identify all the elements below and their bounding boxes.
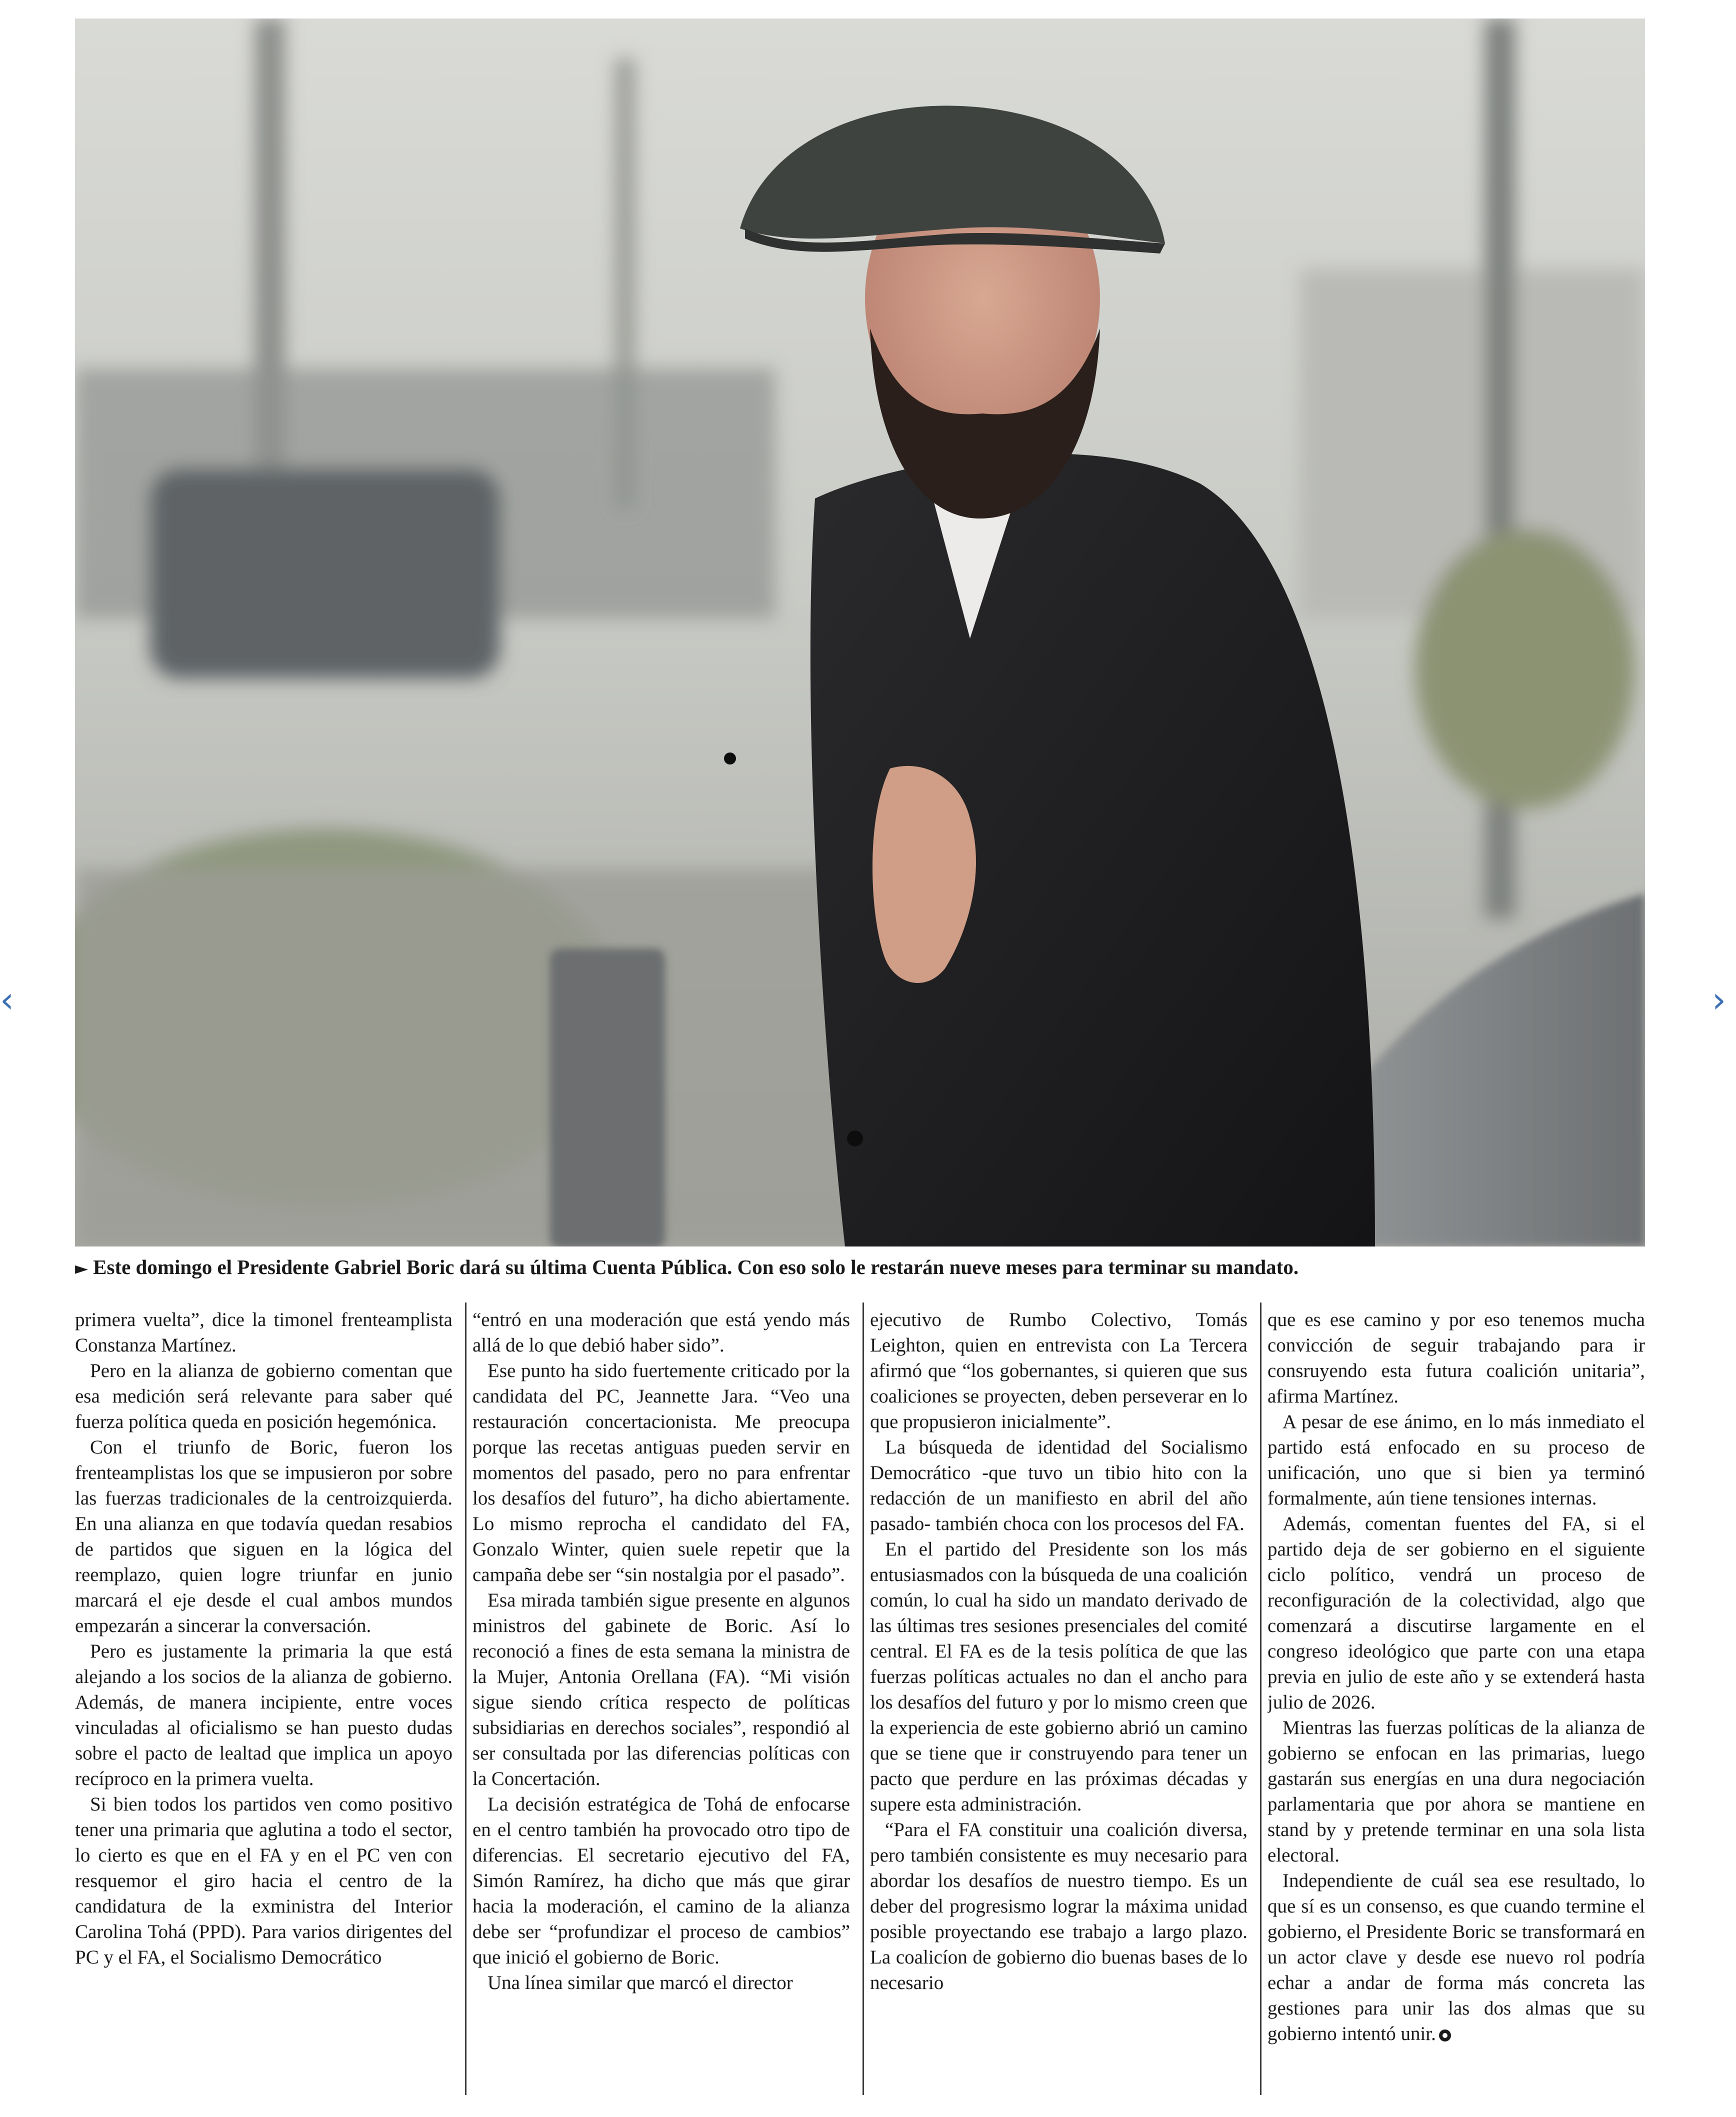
column-1-paragraph-1: primera vuelta”, dice la timonel frenteamplista Constanza Martínez.	[75, 1309, 452, 1356]
column-1-paragraph-5: Si bien todos los partidos ven como positivo tener una primaria que aglutina a todo el sector, lo cierto es que en el FA y en el PC ven con resquemor el giro hacia el centro de la candidatura de la exministra del Interior Carolina Tohá (PPD). Para varios dirigentes del PC y el FA, el Socialismo Democrático	[75, 1794, 452, 1968]
column-1-paragraph-4: Pero es justamente la primaria la que está alejando a los socios de la alianza de gobierno. Además, de manera incipiente, entre voces vinculadas al oficialismo se han puesto dudas sobre el pacto de lealtad que implica un apoyo recíproco en la primera vuelta.	[75, 1640, 452, 1790]
column-3-paragraph-2: La búsqueda de identidad del Socialismo Democrático -que tuvo un tibio hito con la redacción de un manifiesto en abril del año pasado- también choca con los procesos del FA.	[870, 1436, 1248, 1534]
article-column-4	[1268, 1307, 1645, 2097]
column-4-paragraph-5-text: Independiente de cuál sea ese resultado, lo que sí es un consenso, es que cuando termine el gobierno, el Presidente Boric se transformará en un actor clave y desde ese nuevo rol podría echar a andar de forma más concreta las gestiones para unir las dos almas que su gobierno intentó unir.	[1268, 1870, 1645, 2044]
caption-marker-icon: ►	[75, 1258, 88, 1278]
column-4-paragraph-4: Mientras las fuerzas políticas de la alianza de gobierno se enfocan en las primarias, luego gastarán sus energías en una dura negociación parlamentaria que por ahora se mantiene en stand by y pretende terminar en una sola lista electoral.	[1268, 1717, 1645, 1866]
column-3-paragraph-3: En el partido del Presidente son los más entusiasmados con la búsqueda de una coalición común, lo cual ha sido un mandato derivado de las últimas tres sesiones presenciales del comité central. El FA es de la tesis política de que las fuerzas políticas actuales no dan el ancho para los desafíos del futuro y por lo mismo creen que la experiencia de este gobierno abrió un camino que se tiene que ir construyendo para tener un pacto que perdure en las próximas décadas y supere esta administración.	[870, 1538, 1248, 1815]
column-4-paragraph-1: que es ese camino y por eso tenemos mucha convicción de seguir trabajando para ir consruyendo esta futura coalición unitaria”, afirma Martínez.	[1268, 1309, 1645, 1407]
column-3-paragraph-4: “Para el FA constituir una coalición diversa, pero también consistente es muy necesario para abordar los desafíos de nuestro tiempo. Es un deber del progresismo lograr la máxima unidad posible proyectando ese trabajo a largo plazo. La coalicíon de gobierno dio buenas bases de lo necesario	[870, 1819, 1248, 1994]
column-2-paragraph-5: Una línea similar que marcó el director	[488, 1972, 793, 1994]
column-rule	[1260, 1302, 1262, 2095]
column-3-paragraph-1: ejecutivo de Rumbo Colectivo, Tomás Leighton, quien en entrevista con La Tercera afirmó que “los gobernantes, si quieren que sus coaliciones se proyecten, deben perseverar en lo que propusieron inicialmente”.	[870, 1309, 1248, 1432]
article-end-icon	[1439, 2030, 1451, 2042]
next-page-arrow-icon[interactable]: ›	[1712, 980, 1726, 1020]
column-2-paragraph-2: Ese punto ha sido fuertemente criticado por la candidata del PC, Jeannette Jara. “Veo una restauración concertacionista. Me preocupa porque las recetas antiguas pueden servir en momentos del pasado, pero no para enfrentar los desafíos del futuro”, ha dicho abiertamente. Lo mismo reprocha el candidato del FA, Gonzalo Winter, quien suele repetir que la campaña debe ser “sin nostalgia por el pasado”.	[472, 1360, 850, 1586]
column-4-paragraph-5	[1268, 1868, 1645, 2046]
column-4-paragraph-2: A pesar de ese ánimo, en lo más inmediato el partido está enfocado en su proceso de unificación, uno que si bien ya terminó formalmente, aún tiene tensiones internas.	[1268, 1411, 1645, 1509]
column-rule	[465, 1302, 466, 2095]
column-2-paragraph-4: La decisión estratégica de Tohá de enfocarse en el centro también ha provocado otro tipo de diferencias. El secretario ejecutivo del FA, Simón Ramírez, ha dicho que más que girar hacia la moderación, el camino de la alianza debe ser “profundizar el proceso de cambios” que inició el gobierno de Boric.	[472, 1794, 850, 1968]
column-2-paragraph-3: Esa mirada también sigue presente en algunos ministros del gabinete de Boric. Así lo reconoció a fines de esta semana la ministra de la Mujer, Antonia Orellana (FA). “Mi visión sigue siendo crítica respecto de políticas subsidiarias en derechos sociales”, respondió al ser consultada por las diferencias políticas con la Concertación.	[472, 1590, 850, 1790]
column-1-paragraph-2: Pero en la alianza de gobierno comentan que esa medición será relevante para saber qué fuerza política queda en posición hegemónica.	[75, 1360, 452, 1432]
article-column-3	[870, 1307, 1248, 2097]
column-2-paragraph-1: “entró en una moderación que está yendo más allá de lo que debió haber sido”.	[472, 1309, 850, 1356]
photo-caption	[75, 1255, 1645, 1279]
article-column-2	[472, 1307, 850, 2097]
column-1-paragraph-3: Con el triunfo de Boric, fueron los frenteamplistas los que se impusieron por sobre las fuerzas tradicionales de la centroizquierda. En una alianza en que todavía quedan resabios de partidos que siguen en la lógica del reemplazo, quien logre triunfar en junio marcará el eje desde el cual ambos mundos empezarán a sincerar la conversación.	[75, 1436, 452, 1636]
previous-page-arrow-icon[interactable]: ‹	[0, 980, 14, 1020]
article-column-1	[75, 1307, 452, 2097]
caption-text: Este domingo el Presidente Gabriel Boric dará su última Cuenta Pública. Con eso solo le restarán nueve meses para terminar su mandato.	[93, 1256, 1299, 1278]
article-photo	[75, 18, 1645, 1246]
column-rule	[862, 1302, 864, 2095]
column-4-paragraph-3: Además, comentan fuentes del FA, si el partido deja de ser gobierno en el siguiente ciclo político, vendrá un proceso de reconfiguración de la colectividad, algo que comenzará a discutirse largamente en el congreso ideológico que parte con una etapa previa en julio de este año y se extenderá hasta julio de 2026.	[1268, 1513, 1645, 1713]
